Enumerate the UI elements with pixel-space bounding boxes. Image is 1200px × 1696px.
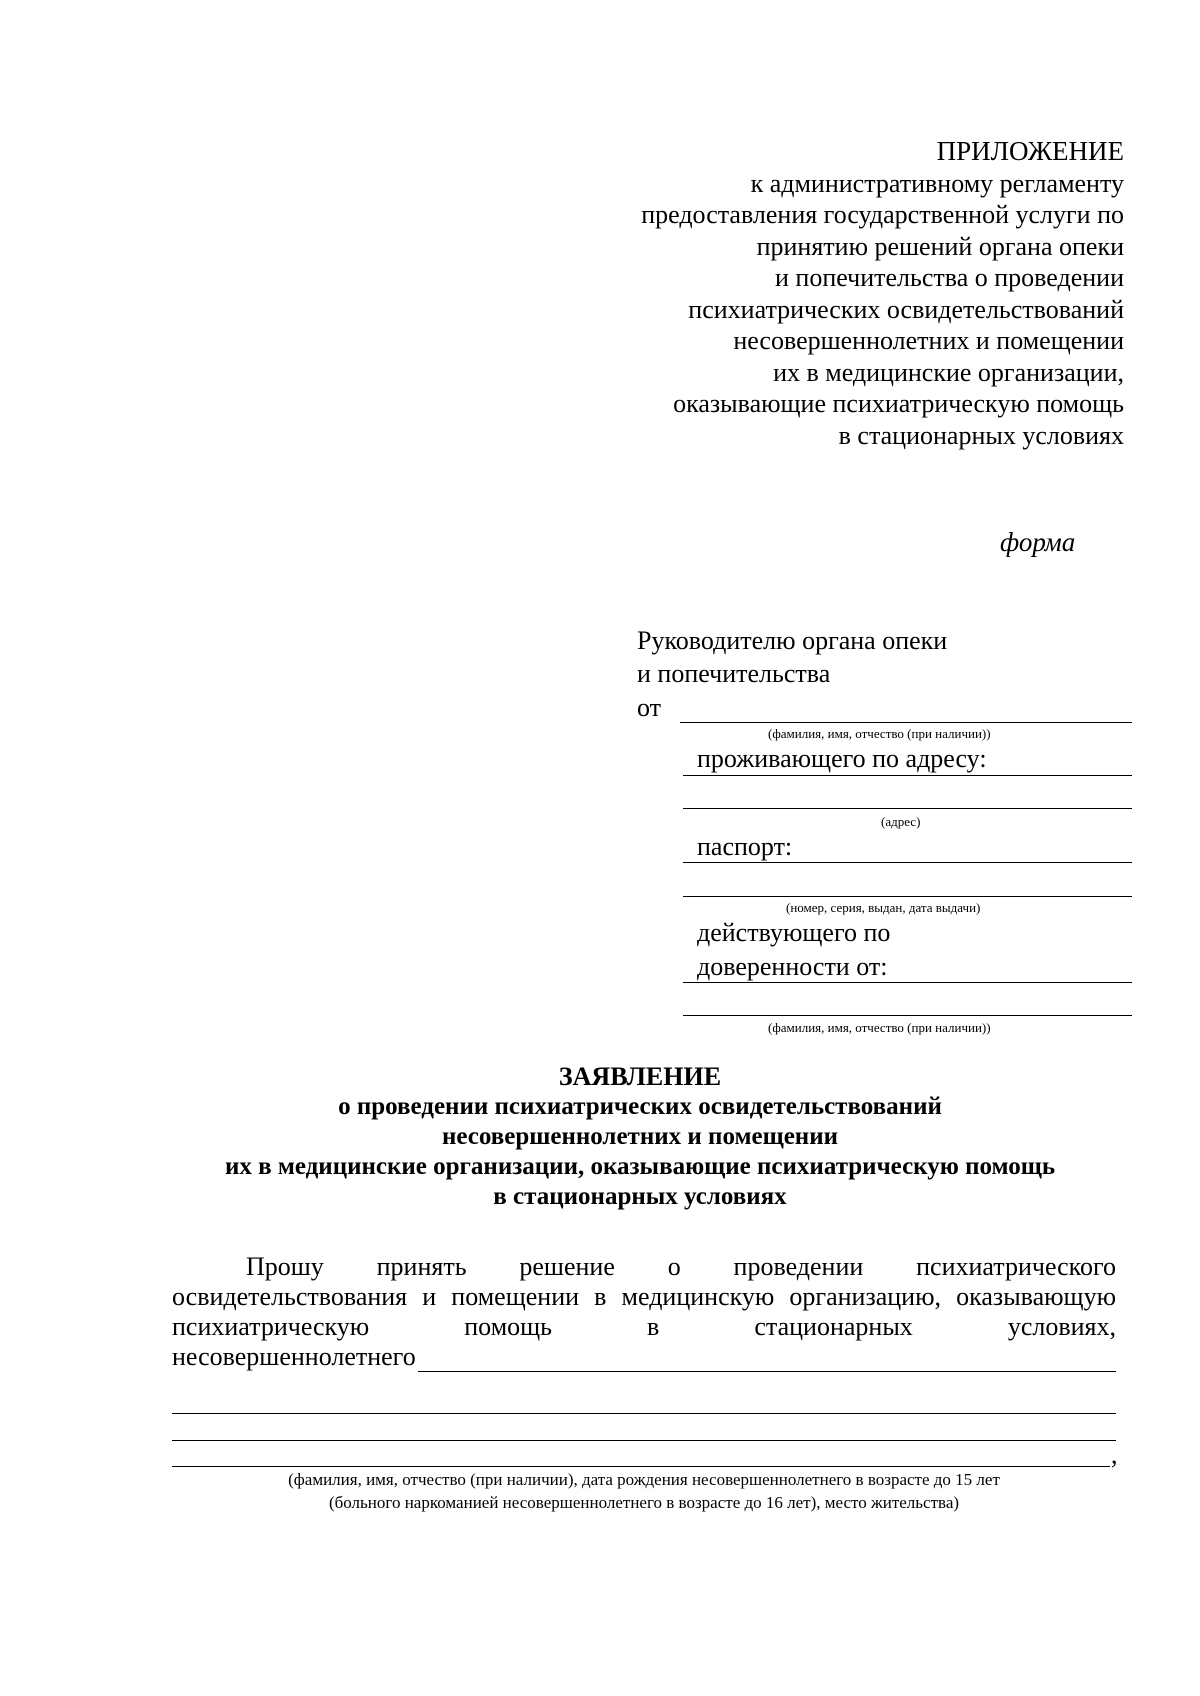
address-caption: (адрес) [881, 814, 921, 829]
statement-heading: ЗАЯВЛЕНИЕ [558, 1062, 722, 1091]
recipient-line-1: Руководителю органа опеки [637, 626, 948, 655]
proxy-underline-2[interactable] [683, 1015, 1132, 1016]
minor-details-underline-2[interactable] [172, 1440, 1116, 1441]
proxy-line-2: доверенности от: [697, 952, 888, 981]
statement-title [150, 1062, 1130, 1212]
proxy-underline-1[interactable] [683, 982, 1132, 983]
minor-line [172, 1342, 1116, 1372]
appendix-line: их в медицинские организации, [773, 357, 1124, 387]
address-underline-2[interactable] [683, 808, 1132, 809]
appendix-line: оказывающие психиатрическую помощь [673, 389, 1124, 418]
appendix-line: несовершеннолетних и помещении [733, 326, 1124, 355]
appendix-line: к административному регламенту [750, 168, 1124, 198]
address-underline-1[interactable] [683, 775, 1132, 776]
appendix-header [424, 136, 1124, 451]
proxy-line-1: действующего по [697, 918, 891, 947]
proxy-caption: (фамилия, имя, отчество (при наличии)) [768, 1020, 991, 1035]
appendix-line: в стационарных условиях [838, 420, 1124, 450]
appendix-line: принятию решений органа опеки [756, 231, 1124, 261]
statement-subtitle-line: их в медицинские организации, оказывающие психиатрическую помощь [224, 1153, 1056, 1180]
request-paragraph: Прошу принять решение о проведении психиатрического освидетельствования и помещении в медицинскую организацию, оказывающую психиатрическую помощь в стационарных условиях, [172, 1252, 1116, 1341]
appendix-line: и попечительства о проведении [775, 263, 1124, 292]
statement-subtitle-line: в стационарных условиях [493, 1183, 787, 1210]
address-label: проживающего по адресу: [697, 744, 987, 773]
caption-line: (фамилия, имя, отчество (при наличии), дата рождения несовершеннолетнего в возрасте до 15 лет [288, 1470, 1000, 1489]
minor-details-caption [172, 1468, 1116, 1514]
form-label: форма [1000, 527, 1076, 557]
minor-details-underline-1[interactable] [172, 1413, 1116, 1414]
appendix-line: психиатрических освидетельствований [688, 294, 1124, 324]
appendix-line: предоставления государственной услуги по [641, 200, 1124, 229]
passport-underline-1[interactable] [683, 862, 1132, 863]
statement-body [172, 1252, 1116, 1372]
caption-line: (больного наркоманией несовершеннолетнего в возрасте до 16 лет), место жительства) [328, 1493, 960, 1512]
from-label: от [637, 693, 662, 722]
name-caption: (фамилия, имя, отчество (при наличии)) [768, 726, 991, 741]
statement-subtitle-line: о проведении психиатрических освидетельствований [338, 1093, 942, 1120]
trailing-comma: , [1111, 1440, 1118, 1469]
minor-details-underline-3[interactable] [172, 1466, 1110, 1467]
passport-underline-2[interactable] [683, 896, 1132, 897]
recipient-line-2: и попечительства [637, 659, 831, 688]
minor-underline[interactable] [418, 1349, 1116, 1372]
passport-label: паспорт: [697, 832, 793, 861]
passport-caption: (номер, серия, выдан, дата выдачи) [786, 900, 981, 915]
name-underline[interactable] [680, 722, 1132, 723]
appendix-heading: ПРИЛОЖЕНИЕ [936, 136, 1124, 166]
minor-label: несовершеннолетнего [172, 1342, 416, 1371]
statement-subtitle-line: несовершеннолетних и помещении [441, 1123, 839, 1150]
